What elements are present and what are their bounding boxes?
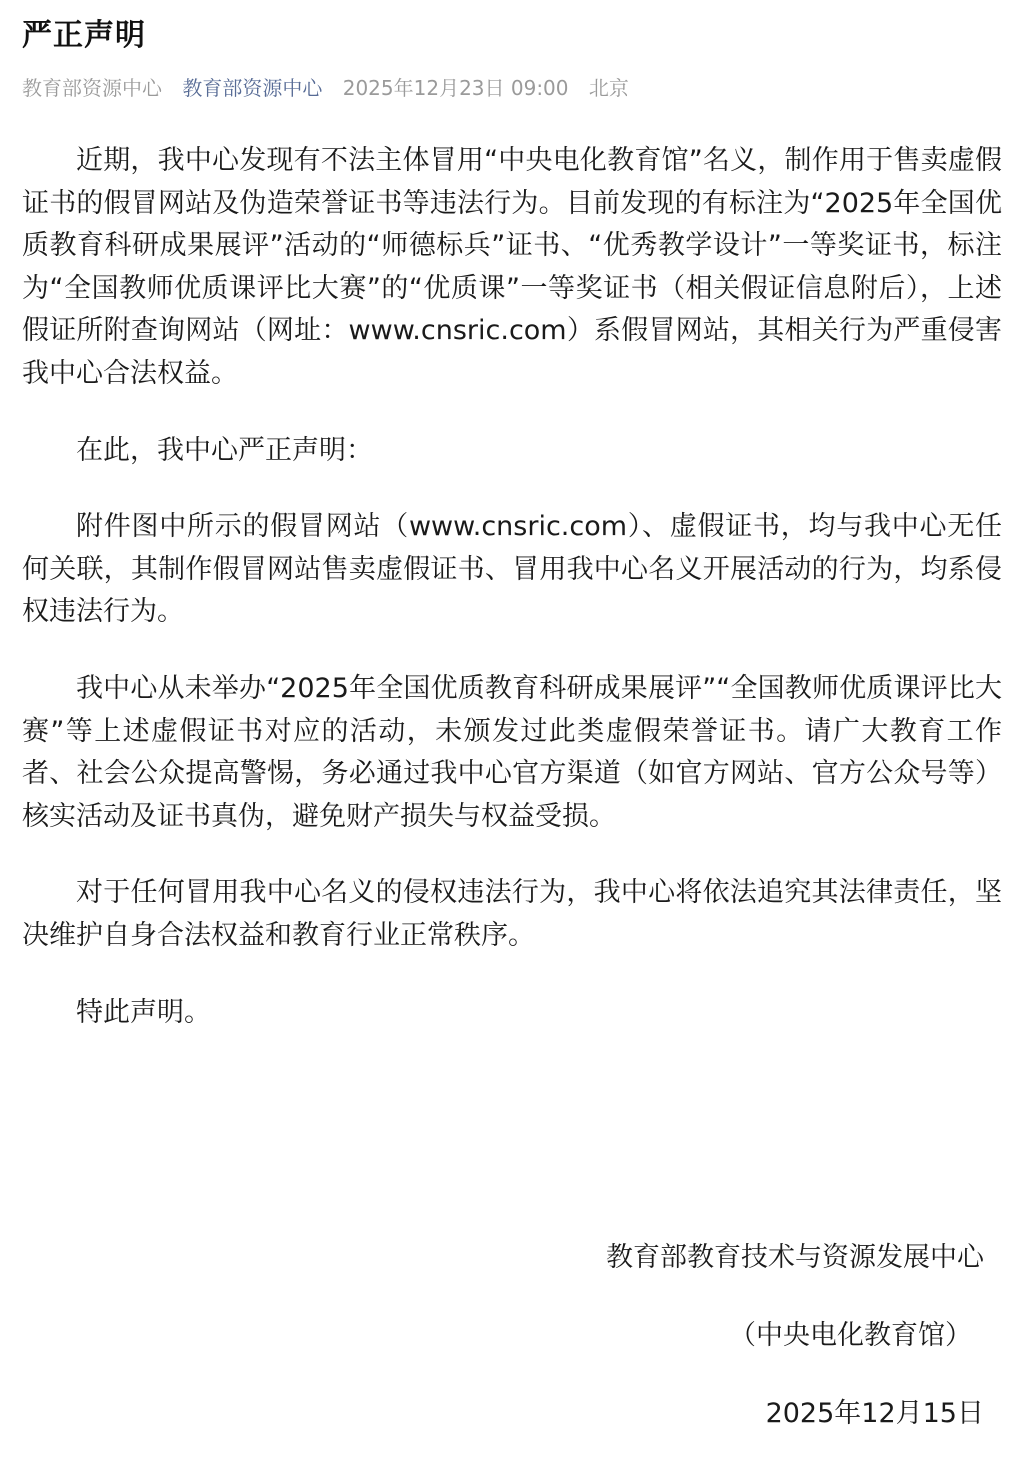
- publish-location: 北京: [588, 76, 629, 100]
- body-paragraph: 近期，我中心发现有不法主体冒用“中央电化教育馆”名义，制作用于售卖虚假证书的假冒网站及伪造荣誉证书等违法行为。目前发现的有标注为“2025年全国优质教育科研成果展评”活动的“师德标兵”证书、“优秀教学设计”一等奖证书，标注为“全国教师优质课评比大赛”的“优质课”一等奖证书（相关假证信息附后），上述假证所附查询网站（网址：www.cnsric.com）系假冒网站，其相关行为严重侵害我中心合法权益。: [22, 145, 1002, 389]
- signature-alias: （中央电化教育馆）: [729, 1320, 972, 1351]
- article-meta: [22, 70, 1002, 106]
- article-title: 严正声明: [22, 18, 146, 53]
- body-paragraph: 特此声明。: [76, 996, 211, 1028]
- publish-datetime: 2025年12月23日 09:00: [342, 76, 569, 100]
- article-body: [22, 140, 1002, 1034]
- account-name-link[interactable]: 教育部资源中心: [182, 76, 323, 100]
- body-paragraph: 在此，我中心严正声明：: [76, 434, 373, 466]
- article-source: 教育部资源中心: [22, 76, 162, 100]
- signature-organization: 教育部教育技术与资源发展中心: [606, 1242, 984, 1273]
- body-paragraph: 我中心从未举办“2025年全国优质教育科研成果展评”“全国教师优质课评比大赛”等上述虚假证书对应的活动，未颁发过此类虚假荣誉证书。请广大教育工作者、社会公众提高警惕，务必通过我中心官方渠道（如官方网站、官方公众号等）核实活动及证书真伪，避免财产损失与权益受损。: [22, 672, 1002, 832]
- signature-date: 2025年12月15日: [765, 1398, 984, 1429]
- body-paragraph: 附件图中所示的假冒网站（www.cnsric.com）、虚假证书，均与我中心无任何关联，其制作假冒网站售卖虚假证书、冒用我中心名义开展活动的行为，均系侵权违法行为。: [22, 511, 1002, 628]
- body-paragraph: 对于任何冒用我中心名义的侵权违法行为，我中心将依法追究其法律责任，坚决维护自身合法权益和教育行业正常秩序。: [22, 877, 1002, 951]
